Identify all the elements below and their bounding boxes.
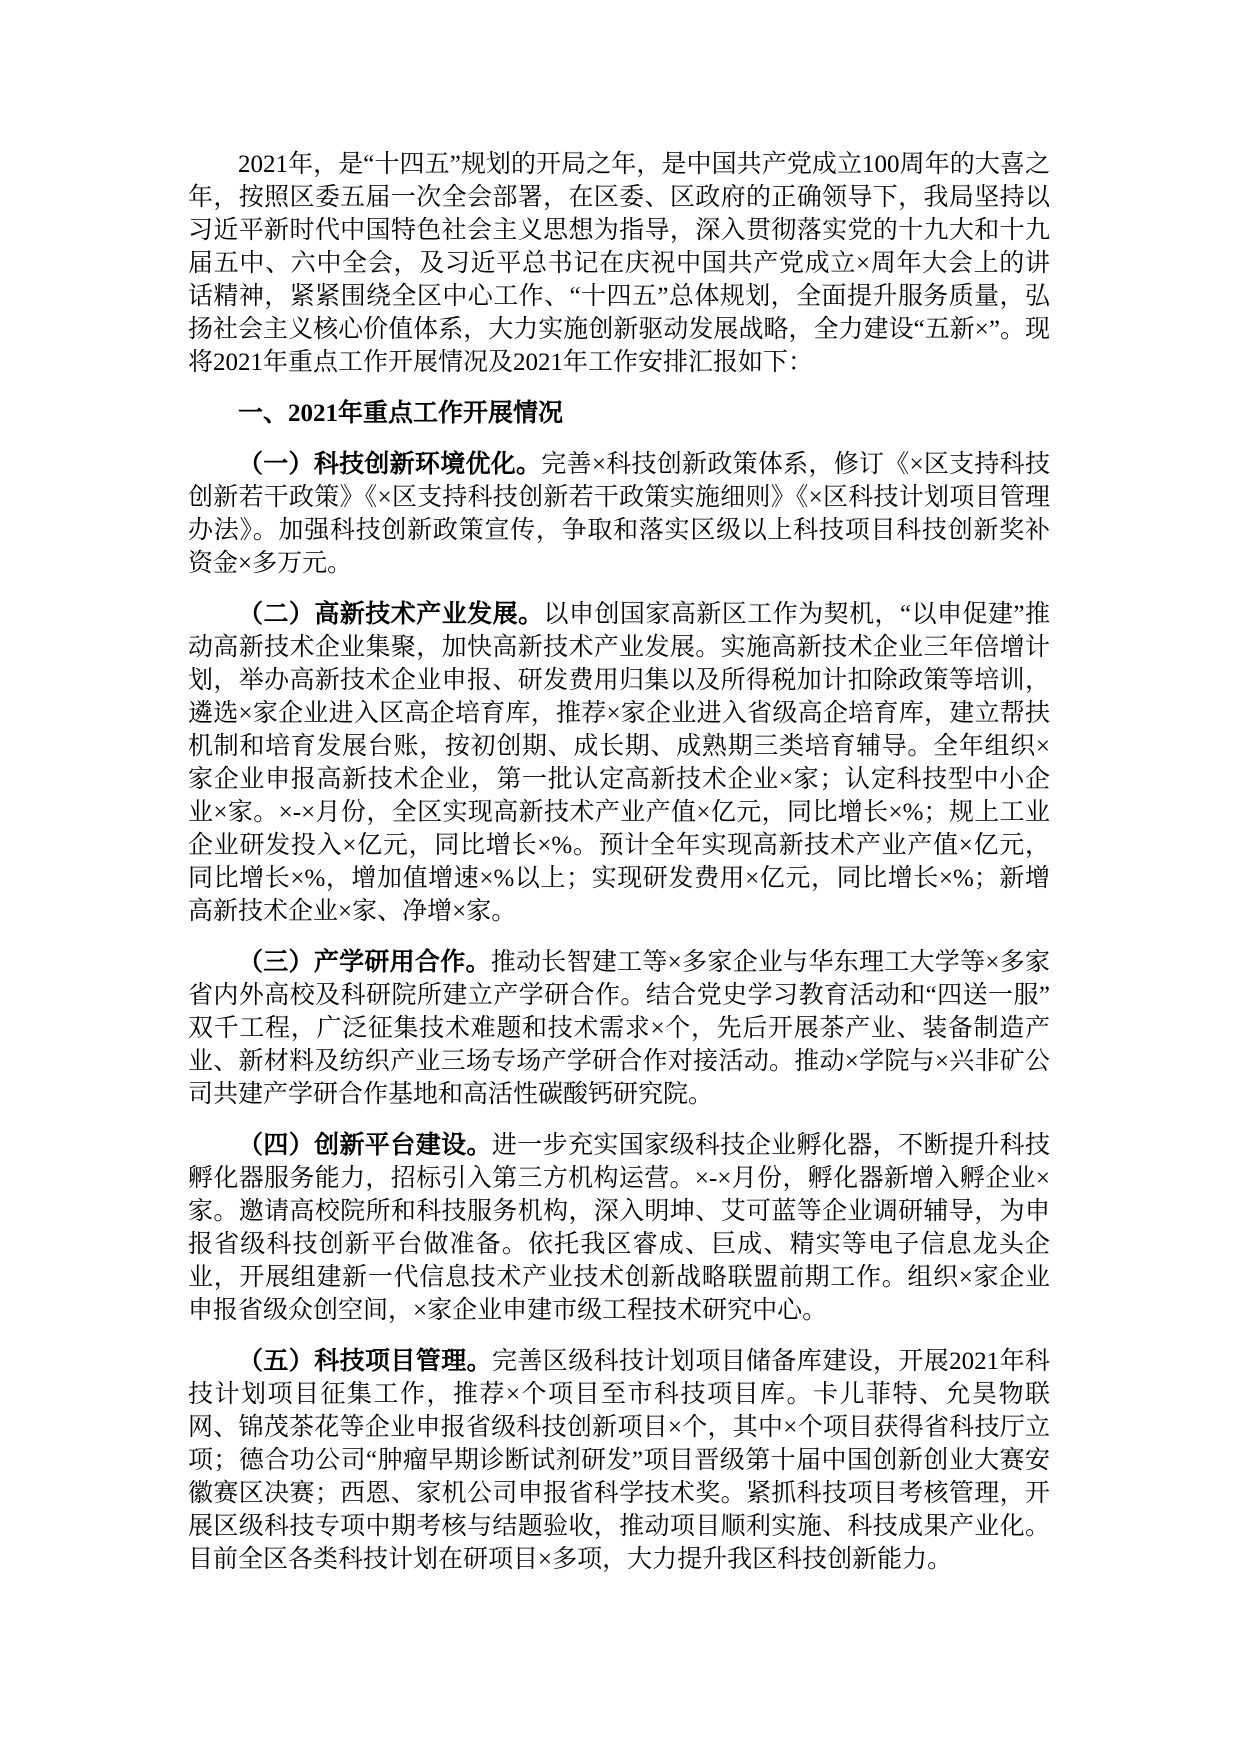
body-paragraph: 2021年，是“十四五”规划的开局之年，是中国共产党成立100周年的大喜之年，按照区委五届一次全会部署，在区委、区政府的正确领导下，我局坚持以习近平新时代中国特色社会主义思想为指导，深入贯彻落实党的十九大和十九届五中、六中全会，及习近平总书记在庆祝中国共产党成立×周年大会上的讲话精神，紧紧围绕全区中心工作、“十四五”总体规划，全面提升服务质量，弘扬社会主义核心价值体系，大力实施创新驱动发展战略，全力建设“五新×”。现将2021年重点工作开展情况及2021年工作安排汇报如下：: [188, 151, 1050, 376]
item-paragraph: [188, 598, 1050, 928]
item-paragraph: [188, 1345, 1050, 1576]
paragraph-lead: （五）科技项目管理。: [238, 1348, 492, 1375]
paragraph-text: 进一步充实国家级科技企业孵化器，不断提升科技孵化器服务能力，招标引入第三方机构运营。×-×月份，孵化器新增入孵企业×家。邀请高校院所和科技服务机构，深入明坤、艾可蓝等企业调研辅导，为申报省级科技创新平台做准备。依托我区睿成、巨成、精实等电子信息龙头企业，开展组建新一代信息技术产业技术创新战略联盟前期工作。组织×家企业申报省级众创空间，×家企业申建市级工程技术研究中心。: [188, 1132, 1050, 1324]
paragraph-lead: （四）创新平台建设。: [238, 1132, 492, 1159]
paragraph-text: 以申创国家高新区工作为契机，“以申促建”推动高新技术企业集聚，加快高新技术产业发展。实施高新技术企业三年倍增计划，举办高新技术企业申报、研发费用归集以及所得税加计扣除政策等培训，遴选×家企业进入区高企培育库，推荐×家企业进入省级高企培育库，建立帮扶机制和培育发展台账，按初创期、成长期、成熟期三类培育辅导。全年组织×家企业申报高新技术企业，第一批认定高新技术企业×家；认定科技型中小企业×家。×-×月份，全区实现高新技术产业产值×亿元，同比增长×%；规上工业企业研发投入×亿元，同比增长×%。预计全年实现高新技术产业产值×亿元，同比增长×%，增加值增速×%以上；实现研发费用×亿元，同比增长×%；新增高新技术企业×家、净增×家。: [188, 601, 1050, 925]
paragraph-lead: （一）科技创新环境优化。: [238, 451, 542, 478]
item-paragraph: [188, 1129, 1050, 1327]
paragraph-lead: （二）高新技术产业发展。: [238, 601, 544, 628]
section-heading: 一、2021年重点工作开展情况: [238, 400, 564, 427]
paragraph-text: 推动长智建工等×多家企业与华东理工大学等×多家省内外高校及科研院所建立产学研合作。结合党史学习教育活动和“四送一服”双千工程，广泛征集技术难题和技术需求×个，先后开展茶产业、装备制造产业、新材料及纺织产业三场专场产学研合作对接活动。推动×学院与×兴非矿公司共建产学研合作基地和高活性碳酸钙研究院。: [188, 949, 1050, 1108]
paragraph-text: 完善区级科技计划项目储备库建设，开展2021年科技计划项目征集工作，推荐×个项目至市科技项目库。卡儿菲特、允昊物联网、锦茂茶花等企业申报省级科技创新项目×个，其中×个项目获得省科技厅立项；德合功公司“肿瘤早期诊断试剂研发”项目晋级第十届中国创新创业大赛安徽赛区决赛；西恩、家机公司申报省科学技术奖。紧抓科技项目考核管理，开展区级科技专项中期考核与结题验收，推动项目顺利实施、科技成果产业化。目前全区各类科技计划在研项目×多项，大力提升我区科技创新能力。: [188, 1348, 1050, 1573]
paragraph-lead: （三）产学研用合作。: [238, 949, 491, 976]
item-paragraph: [188, 946, 1050, 1111]
item-paragraph: [188, 448, 1050, 580]
paragraph-text: 完善×科技创新政策体系，修订《×区支持科技创新若干政策》《×区支持科技创新若干政策实施细则》《×区科技计划项目管理办法》。加强科技创新政策宣传，争取和落实区级以上科技项目科技创新奖补资金×多万元。: [188, 451, 1050, 577]
document-body: [188, 148, 1050, 1594]
